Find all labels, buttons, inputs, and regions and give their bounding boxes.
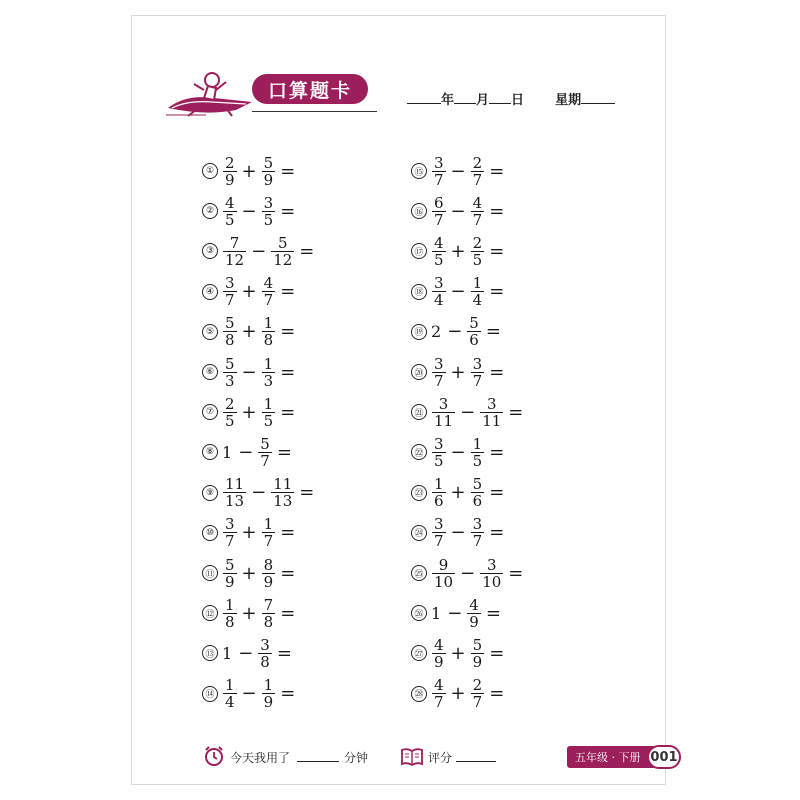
fraction xyxy=(432,436,446,469)
equals-sign: = xyxy=(489,281,505,303)
fraction xyxy=(262,597,276,630)
equals-sign: = xyxy=(489,160,505,182)
operator: − xyxy=(241,200,257,222)
fraction xyxy=(432,677,446,710)
time-used-prefix: 今天我用了 xyxy=(230,751,291,765)
numerator: 5 xyxy=(472,475,483,494)
fraction xyxy=(262,155,276,188)
fraction xyxy=(480,396,503,429)
problem-number: ⑫ xyxy=(202,605,218,621)
month-label: 月 xyxy=(476,93,490,108)
denominator: 9 xyxy=(434,652,444,671)
denominator: 7 xyxy=(260,451,270,470)
numerator: 3 xyxy=(434,434,444,453)
numerator: 8 xyxy=(263,555,274,574)
numerator: 3 xyxy=(263,193,274,212)
problem-number: ⑱ xyxy=(411,284,427,300)
equals-sign: = xyxy=(489,361,505,383)
fraction xyxy=(223,597,237,630)
denominator: 10 xyxy=(434,572,454,591)
fraction xyxy=(262,315,276,348)
problem-number: ④ xyxy=(202,284,218,300)
denominator: 6 xyxy=(434,492,444,511)
problem-number: ⑮ xyxy=(411,163,427,179)
denominator: 9 xyxy=(263,693,274,712)
fraction xyxy=(432,557,455,590)
day-label: 日 xyxy=(511,93,525,108)
problem-number: ③ xyxy=(202,243,218,259)
equals-sign: = xyxy=(489,642,505,664)
fraction xyxy=(480,557,503,590)
denominator: 3 xyxy=(263,371,274,390)
problem-number: ㉖ xyxy=(411,605,427,621)
problem-number: ㉘ xyxy=(411,686,427,702)
operator: + xyxy=(450,482,466,504)
problem-item xyxy=(202,515,299,551)
fraction xyxy=(262,516,276,549)
numerator: 5 xyxy=(263,153,274,172)
equals-sign: = xyxy=(508,562,524,584)
denominator: 5 xyxy=(434,451,444,470)
fraction xyxy=(471,436,485,469)
equals-sign: = xyxy=(280,361,296,383)
operator: + xyxy=(241,562,257,584)
score-blank[interactable] xyxy=(456,749,496,762)
numerator: 3 xyxy=(434,515,444,534)
problem-number: ㉗ xyxy=(411,645,427,661)
operator: − xyxy=(460,401,476,423)
grade-badge: 五年级 · 下册 xyxy=(567,746,655,768)
equals-sign: = xyxy=(489,441,505,463)
fraction xyxy=(271,235,294,268)
worksheet-page xyxy=(131,15,678,785)
numerator: 3 xyxy=(486,394,497,413)
operator: + xyxy=(450,361,466,383)
problem-number: ㉔ xyxy=(411,525,427,541)
fraction xyxy=(262,677,276,710)
problem-number: ⑦ xyxy=(202,404,218,420)
fraction xyxy=(258,637,272,670)
numerator: 4 xyxy=(434,635,444,654)
denominator: 6 xyxy=(469,331,479,350)
fraction xyxy=(223,275,237,308)
problem-item xyxy=(411,314,505,350)
numerator: 1 xyxy=(263,515,274,534)
fraction xyxy=(471,155,485,188)
equals-sign: = xyxy=(280,321,296,343)
numerator: 1 xyxy=(263,354,274,373)
denominator: 8 xyxy=(263,612,274,631)
problem-number: ⑨ xyxy=(202,485,218,501)
problem-item xyxy=(411,153,508,189)
numerator: 3 xyxy=(472,515,483,534)
fraction xyxy=(223,155,237,188)
numerator: 5 xyxy=(472,635,483,654)
operator: − xyxy=(447,321,463,343)
problem-number: ㉒ xyxy=(411,444,427,460)
denominator: 4 xyxy=(472,291,483,310)
numerator: 1 xyxy=(263,314,274,333)
denominator: 8 xyxy=(225,331,235,350)
numerator: 1 xyxy=(472,274,483,293)
equals-sign: = xyxy=(280,281,296,303)
problem-item xyxy=(202,233,318,269)
problem-number: ㉕ xyxy=(411,565,427,581)
numerator: 9 xyxy=(438,555,449,574)
equals-sign: = xyxy=(280,401,296,423)
open-book-icon xyxy=(400,744,424,768)
numerator: 7 xyxy=(263,595,274,614)
alarm-clock-icon xyxy=(202,744,226,768)
denominator: 7 xyxy=(263,291,274,310)
problem-item xyxy=(411,354,508,390)
fraction xyxy=(432,235,446,268)
fraction xyxy=(432,396,455,429)
year-label: 年 xyxy=(441,93,455,108)
operator: − xyxy=(251,240,267,262)
problem-number: ⑤ xyxy=(202,324,218,340)
problem-item xyxy=(202,555,299,591)
denominator: 7 xyxy=(434,371,444,390)
denominator: 9 xyxy=(225,170,235,189)
operator: − xyxy=(241,361,257,383)
fraction xyxy=(262,557,276,590)
problem-item xyxy=(202,635,296,671)
fraction xyxy=(432,516,446,549)
problem-item xyxy=(202,475,318,511)
problem-number: ① xyxy=(202,163,218,179)
fraction xyxy=(471,516,485,549)
denominator: 8 xyxy=(263,331,274,350)
time-used-suffix: 分钟 xyxy=(344,751,369,765)
problem-number: ⑰ xyxy=(411,243,427,259)
denominator: 12 xyxy=(273,250,293,269)
numerator: 3 xyxy=(434,354,444,373)
equals-sign: = xyxy=(485,602,501,624)
fraction xyxy=(223,315,237,348)
numerator: 1 xyxy=(263,676,274,695)
operator: + xyxy=(241,401,257,423)
denominator: 9 xyxy=(263,572,274,591)
fraction xyxy=(432,476,446,509)
denominator: 13 xyxy=(273,492,293,511)
problem-number: ⑩ xyxy=(202,525,218,541)
problem-item xyxy=(411,434,508,470)
problem-item xyxy=(202,153,299,189)
whole-number: 1 xyxy=(431,603,442,623)
denominator: 5 xyxy=(472,250,483,269)
numerator: 3 xyxy=(472,354,483,373)
fraction xyxy=(471,195,485,228)
denominator: 13 xyxy=(225,492,245,511)
operator: − xyxy=(251,482,267,504)
numerator: 7 xyxy=(229,233,240,252)
whole-number: 1 xyxy=(222,442,233,462)
fraction xyxy=(223,677,237,710)
problem-number: ⑲ xyxy=(411,324,427,340)
operator: + xyxy=(450,240,466,262)
fraction xyxy=(471,235,485,268)
denominator: 5 xyxy=(472,451,483,470)
problem-item xyxy=(202,394,299,430)
numerator: 3 xyxy=(486,555,497,574)
fraction xyxy=(262,275,276,308)
equals-sign: = xyxy=(299,240,315,262)
operator: − xyxy=(447,602,463,624)
denominator: 4 xyxy=(225,693,235,712)
problem-item xyxy=(202,434,296,470)
fraction xyxy=(262,195,276,228)
fraction xyxy=(432,155,446,188)
numerator: 1 xyxy=(225,676,235,695)
problem-number: ㉓ xyxy=(411,485,427,501)
operator: + xyxy=(450,683,466,705)
equals-sign: = xyxy=(489,482,505,504)
numerator: 5 xyxy=(277,233,288,252)
operator: + xyxy=(241,522,257,544)
footer xyxy=(192,734,678,765)
denominator: 7 xyxy=(472,210,483,229)
problem-item xyxy=(411,595,505,631)
denominator: 7 xyxy=(472,371,483,390)
fraction xyxy=(223,396,237,429)
equals-sign: = xyxy=(280,522,296,544)
equals-sign: = xyxy=(276,642,292,664)
problem-number: ⑥ xyxy=(202,364,218,380)
operator: − xyxy=(238,441,254,463)
numerator: 2 xyxy=(472,233,483,252)
numerator: 6 xyxy=(434,193,444,212)
equals-sign: = xyxy=(280,160,296,182)
numerator: 4 xyxy=(225,193,235,212)
equals-sign: = xyxy=(489,522,505,544)
numerator: 3 xyxy=(434,274,444,293)
problem-item xyxy=(411,475,508,511)
operator: + xyxy=(450,642,466,664)
denominator: 3 xyxy=(225,371,235,390)
denominator: 10 xyxy=(482,572,502,591)
numerator: 5 xyxy=(225,555,235,574)
numerator: 4 xyxy=(472,193,483,212)
denominator: 7 xyxy=(434,532,444,551)
fraction xyxy=(271,476,294,509)
equals-sign: = xyxy=(280,200,296,222)
problem-number: ㉑ xyxy=(411,404,427,420)
page-title: 口算题卡 xyxy=(252,74,368,104)
fraction xyxy=(262,396,276,429)
numerator: 1 xyxy=(263,394,274,413)
problem-number: ⑳ xyxy=(411,364,427,380)
operator: − xyxy=(450,160,466,182)
numerator: 3 xyxy=(225,515,235,534)
problem-number: ⑬ xyxy=(202,645,218,661)
problem-number: ⑯ xyxy=(411,203,427,219)
equals-sign: = xyxy=(489,240,505,262)
fraction xyxy=(471,356,485,389)
operator: − xyxy=(241,683,257,705)
numerator: 2 xyxy=(472,676,483,695)
problem-item xyxy=(202,314,299,350)
equals-sign: = xyxy=(299,482,315,504)
fraction xyxy=(258,436,272,469)
problem-item xyxy=(411,394,527,430)
problem-item xyxy=(411,274,508,310)
equals-sign: = xyxy=(489,200,505,222)
problem-item xyxy=(411,635,508,671)
denominator: 7 xyxy=(472,532,483,551)
equals-sign: = xyxy=(276,441,292,463)
fraction xyxy=(471,476,485,509)
numerator: 4 xyxy=(263,274,274,293)
denominator: 5 xyxy=(225,210,235,229)
fraction xyxy=(223,235,246,268)
numerator: 3 xyxy=(260,635,270,654)
denominator: 5 xyxy=(263,411,274,430)
numerator: 5 xyxy=(469,314,479,333)
denominator: 7 xyxy=(225,532,235,551)
denominator: 7 xyxy=(263,532,274,551)
denominator: 7 xyxy=(434,210,444,229)
equals-sign: = xyxy=(508,401,524,423)
operator: + xyxy=(241,602,257,624)
fraction xyxy=(223,516,237,549)
numerator: 4 xyxy=(434,233,444,252)
denominator: 7 xyxy=(225,291,235,310)
denominator: 9 xyxy=(469,612,479,631)
fraction xyxy=(432,637,446,670)
problem-number: ⑪ xyxy=(202,565,218,581)
denominator: 9 xyxy=(225,572,235,591)
fraction xyxy=(223,476,246,509)
denominator: 4 xyxy=(434,291,444,310)
numerator: 1 xyxy=(472,434,483,453)
fraction xyxy=(223,195,237,228)
problem-list xyxy=(132,16,665,784)
numerator: 5 xyxy=(260,434,270,453)
denominator: 5 xyxy=(225,411,235,430)
equals-sign: = xyxy=(489,683,505,705)
denominator: 8 xyxy=(225,612,235,631)
numerator: 3 xyxy=(438,394,449,413)
fraction xyxy=(432,275,446,308)
problem-item xyxy=(202,274,299,310)
minutes-blank[interactable] xyxy=(297,749,339,762)
fraction xyxy=(432,195,446,228)
denominator: 11 xyxy=(482,411,502,430)
equals-sign: = xyxy=(280,562,296,584)
numerator: 11 xyxy=(225,475,245,494)
problem-item xyxy=(411,233,508,269)
fraction xyxy=(471,677,485,710)
numerator: 11 xyxy=(273,475,293,494)
fraction xyxy=(223,557,237,590)
equals-sign: = xyxy=(280,602,296,624)
equals-sign: = xyxy=(485,321,501,343)
numerator: 1 xyxy=(225,595,235,614)
problem-item xyxy=(202,354,299,390)
fraction xyxy=(467,315,481,348)
problem-number: ② xyxy=(202,203,218,219)
denominator: 7 xyxy=(472,170,483,189)
problem-item xyxy=(411,555,527,591)
numerator: 2 xyxy=(225,153,235,172)
operator: + xyxy=(241,281,257,303)
operator: + xyxy=(241,160,257,182)
denominator: 7 xyxy=(434,693,444,712)
fraction xyxy=(467,597,481,630)
problem-item xyxy=(202,676,299,712)
numerator: 4 xyxy=(434,676,444,695)
whole-number: 1 xyxy=(222,643,233,663)
equals-sign: = xyxy=(280,683,296,705)
problem-item xyxy=(202,595,299,631)
operator: − xyxy=(450,522,466,544)
numerator: 2 xyxy=(472,153,483,172)
numerator: 1 xyxy=(434,475,444,494)
fraction xyxy=(471,275,485,308)
operator: − xyxy=(450,281,466,303)
denominator: 5 xyxy=(263,210,274,229)
fraction xyxy=(223,356,237,389)
score-label: 评分 xyxy=(428,751,453,765)
denominator: 7 xyxy=(472,693,483,712)
operator: + xyxy=(241,321,257,343)
numerator: 4 xyxy=(469,595,479,614)
numerator: 5 xyxy=(225,354,235,373)
operator: − xyxy=(238,642,254,664)
problem-number: ⑧ xyxy=(202,444,218,460)
weekday-label: 星期 xyxy=(555,93,582,108)
denominator: 9 xyxy=(263,170,274,189)
numerator: 3 xyxy=(434,153,444,172)
problem-number: ⑭ xyxy=(202,686,218,702)
operator: − xyxy=(450,441,466,463)
fraction xyxy=(471,637,485,670)
operator: − xyxy=(450,200,466,222)
page-number: 001 xyxy=(647,745,681,769)
problem-item xyxy=(202,193,299,229)
numerator: 5 xyxy=(225,314,235,333)
fraction xyxy=(432,356,446,389)
numerator: 3 xyxy=(225,274,235,293)
denominator: 5 xyxy=(434,250,444,269)
problem-item xyxy=(411,193,508,229)
denominator: 8 xyxy=(260,652,270,671)
denominator: 6 xyxy=(472,492,483,511)
denominator: 12 xyxy=(225,250,245,269)
numerator: 2 xyxy=(225,394,235,413)
whole-number: 2 xyxy=(431,322,442,342)
denominator: 11 xyxy=(434,411,454,430)
denominator: 9 xyxy=(472,652,483,671)
denominator: 7 xyxy=(434,170,444,189)
problem-item xyxy=(411,676,508,712)
operator: − xyxy=(460,562,476,584)
problem-item xyxy=(411,515,508,551)
fraction xyxy=(262,356,276,389)
